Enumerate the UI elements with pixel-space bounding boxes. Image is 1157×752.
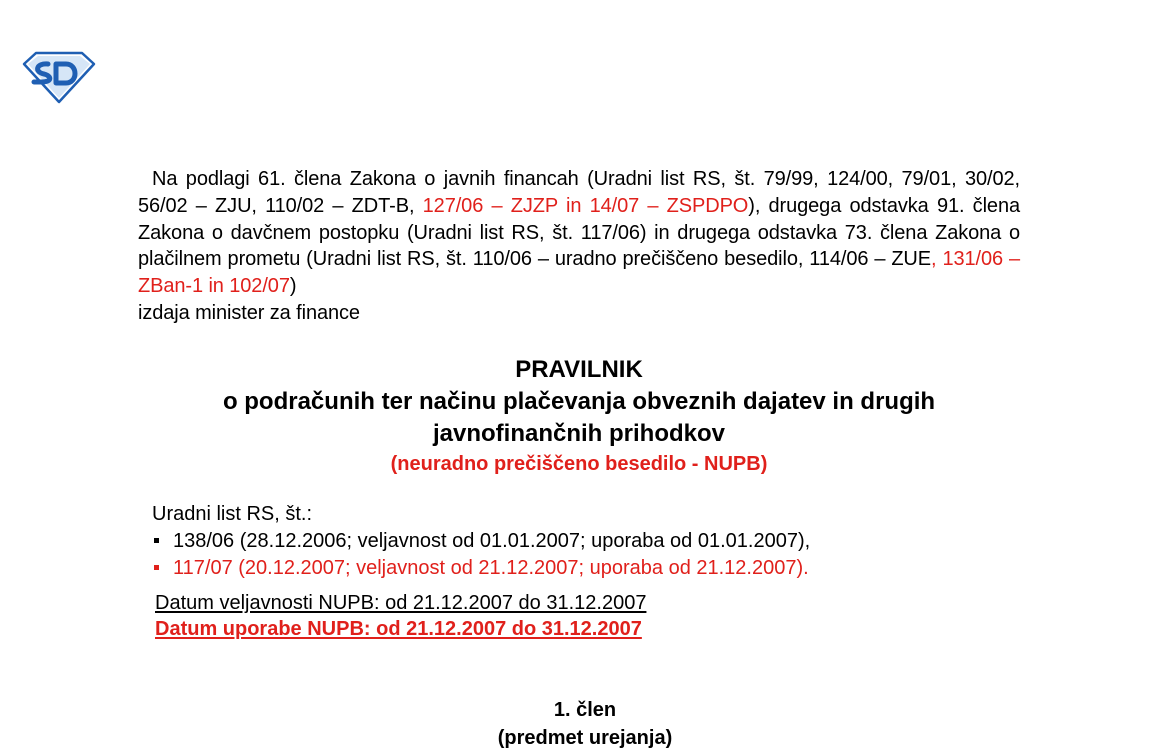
gazette-list [152,528,810,582]
validity-date: Datum veljavnosti NUPB: od 21.12.2007 do 31.12.2007 [155,592,647,614]
preamble-text: Na podlagi 61. člena Zakona o javnih financah (Uradni list RS, št. 79/99, 124/00, 79/01, 30/02, 56/02 – ZJU, 110/02 – ZDT-B, [138,168,1020,217]
title-line-2: javnofinančnih prihodkov [432,420,726,447]
title-line-1: o podračunih ter načinu plačevanja obveznih dajatev in drugih [222,388,936,415]
bullet-icon [154,565,159,570]
gazette-references [152,501,810,582]
title-heading: PRAVILNIK [515,356,643,383]
document-title [138,354,1020,478]
article-number: 1. člen [553,699,617,721]
article-subject: (predmet urejanja) [497,727,673,749]
application-date: Datum uporabe NUPB: od 21.12.2007 do 31.12.2007 [155,618,642,640]
nupb-dates [155,590,646,642]
issuer-line: izdaja minister za finance [138,301,360,324]
preamble-amendment-red: , 131/06 – ZBan-1 in 102/07 [138,248,1021,298]
gazette-item [152,528,810,555]
preamble-amendment-red: 127/06 – ZJZP in 14/07 – ZSPDPO [414,194,749,217]
sd-shield-logo-icon [22,50,96,104]
preamble [138,166,1020,327]
preamble-text: ) [289,275,297,298]
title-subtitle: (neuradno prečiščeno besedilo - NUPB) [390,453,768,475]
bullet-icon [154,538,159,543]
gazette-label: Uradni list RS, št.: [152,503,313,525]
gazette-item-text: 117/07 (20.12.2007; veljavnost od 21.12.2007; uporaba od 21.12.2007). [173,557,809,579]
preamble-text: ), drugega odstavka 91. člena Zakona o davčnem postopku (Uradni list RS, št. 117/06) in drugega odstavka 73. člena Zakona o plačilnem prometu (Uradni list RS, št. 110/06 – uradno prečiščeno besedilo, 114/06 – ZUE [138,194,1020,271]
gazette-item [152,555,810,582]
gazette-item-text: 138/06 (28.12.2006; veljavnost od 01.01.2007; uporaba od 01.01.2007), [173,530,811,552]
preamble-paragraph [138,166,1020,300]
article-heading [0,696,1157,752]
